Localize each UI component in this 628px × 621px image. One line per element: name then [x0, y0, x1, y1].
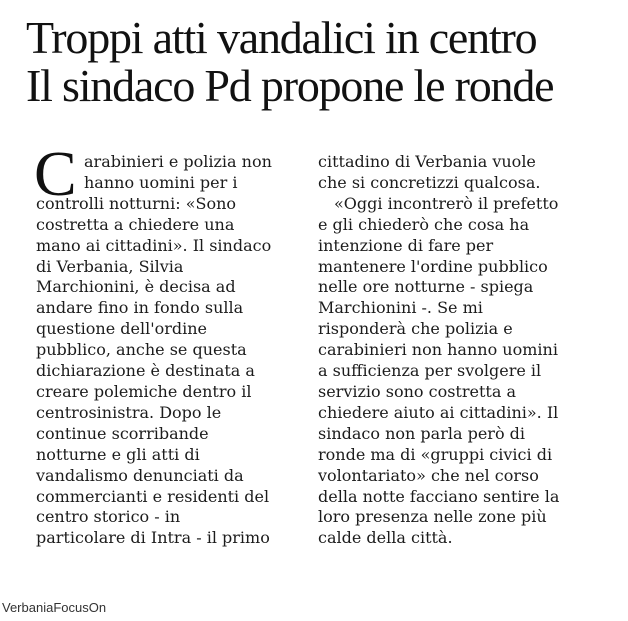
- body-line: mano ai cittadini». Il sindaco: [36, 235, 272, 255]
- body-line: chiedere aiuto ai cittadini». Il: [318, 402, 559, 422]
- body-line: Marchionini -. Se mi: [318, 298, 483, 318]
- body-line: ronde ma di «gruppi civici di: [318, 444, 553, 464]
- body-line: cittadino di Verbania vuole: [318, 152, 536, 171]
- drop-cap: C: [34, 138, 77, 209]
- body-line: sindaco non parla però di: [318, 423, 526, 443]
- article-column-right: [318, 152, 596, 549]
- body-line: notturne e gli atti di: [36, 444, 200, 464]
- body-line: hanno uomini per i: [84, 172, 238, 192]
- body-line: servizio sono costretta a: [318, 381, 516, 401]
- body-line: risponderà che polizia e: [318, 319, 513, 339]
- body-line: andare fino in fondo sulla: [36, 298, 244, 318]
- body-line: pubblico, anche se questa: [36, 340, 247, 360]
- body-line: questione dell'ordine: [36, 319, 208, 339]
- headline: [26, 14, 616, 110]
- body-line: centrosinistra. Dopo le: [36, 402, 222, 422]
- body-line: costretta a chiedere una: [36, 214, 235, 234]
- body-line: continue scorribande: [36, 423, 209, 443]
- body-line: intenzione di fare per: [318, 235, 494, 255]
- body-line: vandalismo denunciati da: [36, 465, 244, 485]
- body-line: di Verbania, Silvia: [36, 256, 184, 276]
- body-line: volontariato» che nel corso: [318, 465, 539, 485]
- body-line: mantenere l'ordine pubblico: [318, 256, 548, 276]
- body-line: nelle ore notturne - spiega: [318, 277, 534, 297]
- body-line: dichiarazione è destinata a: [36, 361, 255, 381]
- body-line: che si concretizzi qualcosa.: [318, 172, 541, 192]
- body-line: carabinieri non hanno uomini: [318, 340, 558, 360]
- body-line: commercianti e residenti del: [36, 486, 270, 506]
- body-line: e gli chiederò che cosa ha: [318, 214, 530, 234]
- body-line: centro storico - in: [36, 507, 181, 527]
- headline-line-2: Il sindaco Pd propone le ronde: [26, 60, 554, 111]
- body-line: della notte facciano sentire la: [318, 486, 560, 506]
- body-line: a sufficienza per svolgere il: [318, 361, 542, 381]
- body-line: controlli notturni: «Sono: [36, 193, 237, 213]
- article-column-left: [36, 152, 308, 549]
- body-line: loro presenza nelle zone più: [318, 507, 547, 527]
- body-line: «Oggi incontrerò il prefetto: [334, 193, 559, 213]
- headline-line-1: Troppi atti vandalici in centro: [26, 12, 537, 63]
- body-line: arabinieri e polizia non: [84, 152, 272, 171]
- body-line: creare polemiche dentro il: [36, 381, 252, 401]
- source-watermark: VerbaniaFocusOn: [2, 600, 107, 615]
- body-line: calde della città.: [318, 528, 453, 548]
- body-line: Marchionini, è decisa ad: [36, 277, 236, 297]
- body-line: particolare di Intra - il primo: [36, 528, 270, 548]
